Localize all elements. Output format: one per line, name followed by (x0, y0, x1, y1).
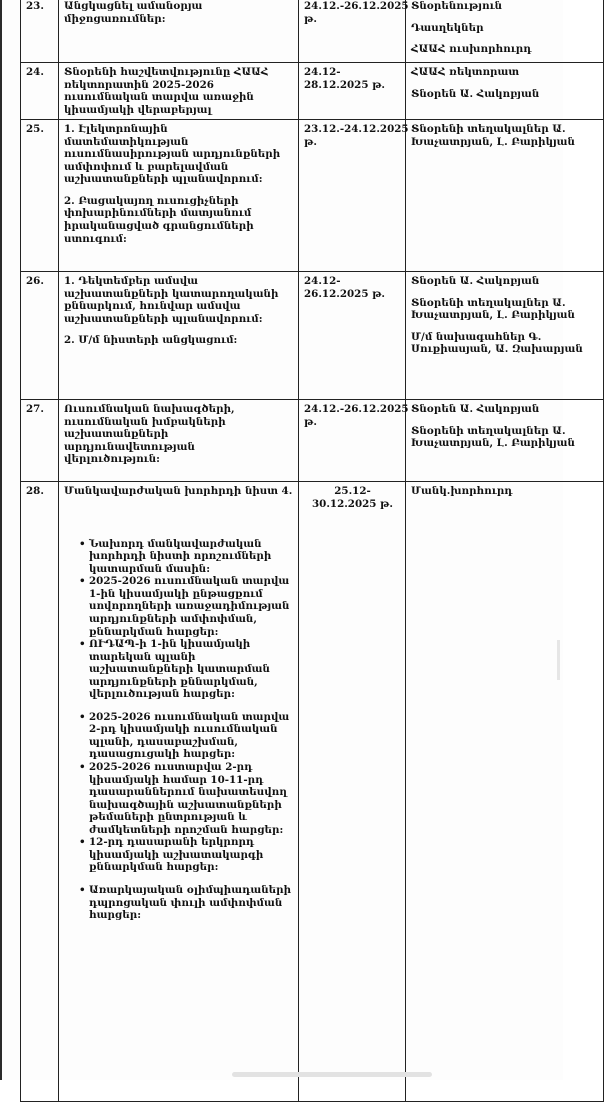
responsible-cell (406, 63, 604, 120)
responsible-text: Տնօրեն Ա. Հակոբյան (411, 87, 540, 100)
date-cell: 24.12.-26.12.2025 թ. (299, 400, 406, 482)
responsible-text: ՀԱԱՀ ուսխորհուրդ (411, 43, 532, 56)
responsible-cell (406, 482, 604, 1102)
task-cell (59, 272, 299, 400)
responsible-text: Տնօրեն Ա. Հակոբյան (411, 403, 540, 416)
responsible-cell (406, 0, 604, 63)
responsible-text: Դասղեկներ (411, 21, 484, 34)
responsible-text: Տնօրենություն (411, 0, 503, 12)
row-number: 23. (21, 0, 59, 63)
table-row (21, 0, 604, 63)
task-text: Ուսումնական նախագծերի, ուսումնական խմբակների աշխատանքների արդյունավետության վերլուծություն: (64, 403, 235, 466)
table-row (21, 400, 604, 482)
list-item: • 2025-2026 ուսումնական տարվա 1-ին կիսամյակի ընթացքում սովորողների առաջադիմության արդյունքների ամփոփման, քննարկման հարցեր: (89, 575, 294, 638)
council-session-title: Մանկավարժական խորհրդի նիստ 4. (64, 485, 293, 498)
list-item: • 2025-2026 ուստարվա 2-րդ կիսամյակի համար 10-11-րդ դասարաններում նախատեսվող նախագծային աշխատանքների թեմաների ընտրության և ժամկետների որոշման հարցեր: (89, 761, 294, 836)
date-cell: 24.12-26.12.2025 թ. (299, 272, 406, 400)
list-item: • 12-րդ դասարանի երկրորդ կիսամյակի աշխատակարգի քննարկման հարցեր: (89, 836, 294, 874)
table-row (21, 63, 604, 120)
responsible-text: Տնօրենի տեղակալներ Ա. Խաչատրյան, Լ. Բարիկյան (411, 123, 575, 148)
row-number: 26. (21, 272, 59, 400)
agenda-list (64, 884, 294, 922)
responsible-text: ՀԱԱՀ ռեկտորատ (411, 66, 520, 78)
responsible-text: Տնօրեն Ա. Հակոբյան (411, 275, 540, 288)
table-row (21, 272, 604, 400)
agenda-list (64, 711, 294, 874)
table-row (21, 120, 604, 272)
responsible-text: Տնօրենի տեղակալներ Ա. Խաչատրյան, Լ. Բարիկյան (411, 296, 575, 322)
list-item: • ՈՒԴԱՊ-ի 1-ին կիսամյակի տարեկան պլանի աշխատանքների կատարման արդյունքների քննարկման, վերլուծության հարցեր: (89, 638, 294, 701)
scroll-indicator (232, 1072, 432, 1077)
task-cell (59, 120, 299, 272)
list-item: • Առարկայական օլիմպիադաների դպրոցական փուլի ամփոփման հարցեր: (89, 884, 294, 922)
plan-table (20, 0, 604, 1102)
responsible-text: Մանկ.խորհուրդ (411, 485, 513, 498)
task-cell (59, 400, 299, 482)
task-cell (59, 0, 299, 63)
date-cell: 24.12-28.12.2025 թ. (299, 63, 406, 120)
row-number: 28. (21, 482, 59, 1102)
list-item: • Նախորդ մանկավարժական խորհրդի նիստի որոշումների կատարման մասին: (89, 538, 294, 576)
responsible-cell (406, 272, 604, 400)
responsible-text: Տնօրենի տեղակալներ Ա. Խաչատրյան, Լ. Բարիկյան (411, 424, 575, 450)
task-text: 1. Էլեկտրոնային մատեմատիկության ուսումնասիրության արդյունքների ամփոփում և բարելավման աշխատանքների պլանավորում: (64, 123, 281, 186)
task-text: Անցկացնել ամանօրյա միջոցառումներ: (64, 0, 203, 25)
row-number: 25. (21, 120, 59, 272)
task-cell (59, 63, 299, 120)
date-cell: 24.12.-26.12.2025 թ. (299, 0, 406, 63)
date-cell: 23.12.-24.12.2025 թ. (299, 120, 406, 272)
date-cell: 25.12-30.12.2025 թ. (299, 482, 406, 1102)
task-text: Տնօրենի հաշվետվությունը ՀԱԱՀ ռեկտորատին 2025-2026 ուսումնական տարվա առաջին կիսամյակի վերաբերյալ (64, 66, 269, 116)
table-row (21, 482, 604, 1102)
responsible-cell (406, 120, 604, 272)
task-cell (59, 482, 299, 1102)
row-number: 24. (21, 63, 59, 120)
row-number: 27. (21, 400, 59, 482)
task-text: 2. Բացակայող ուսուցիչների փոխարինումների մատյանում իրականացված գրանցումների ստուգում: (64, 194, 254, 245)
responsible-cell (406, 400, 604, 482)
task-text: 1. Դեկտեմբեր ամսվա աշխատանքների կատարողականի քննարկում, հունվար ամսվա աշխատանքների պլանավորում: (64, 275, 279, 325)
responsible-text: Մ/մ նախագահներ Գ. Սուքիասյան, Ա. Զախարյան (411, 330, 583, 356)
task-text: 2. Մ/մ նիստերի անցկացում: (64, 334, 238, 347)
scan-artifact (557, 640, 560, 680)
list-item: • 2025-2026 ուսումնական տարվա 2-րդ կիսամյակի ուսումնական պլանի, դասաբաշխման, դասացուցակի հարցեր: (89, 711, 294, 761)
agenda-list (64, 538, 294, 701)
